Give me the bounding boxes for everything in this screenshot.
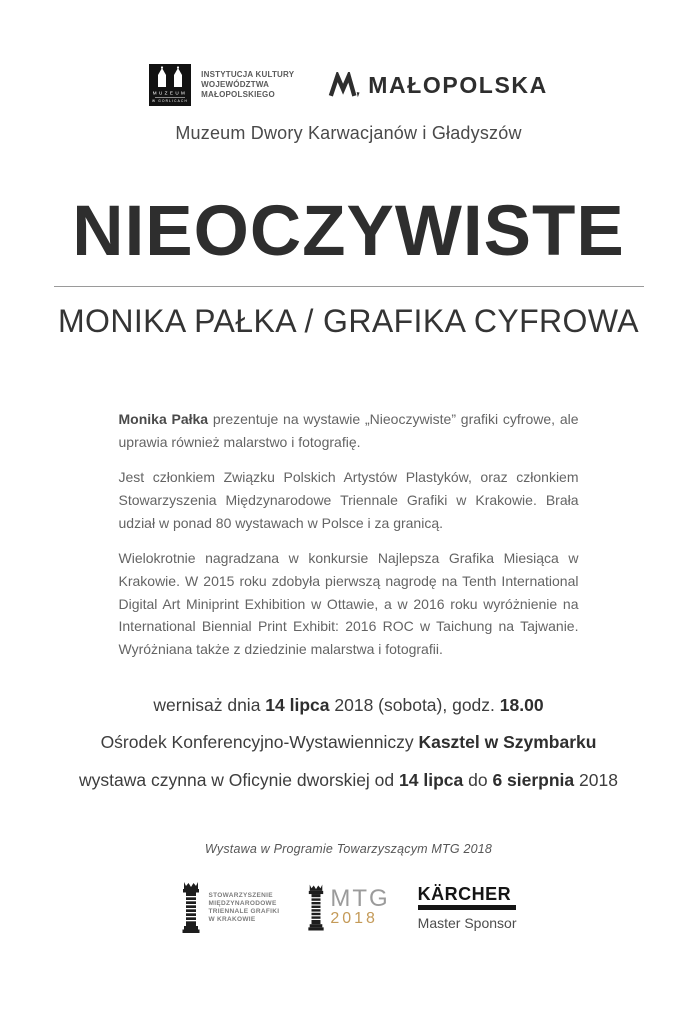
- paragraph-3: Wielokrotnie nagradzana w konkursie Najlepsza Grafika Miesiąca w Krakowie. W 2015 roku zdobyła pierwszą nagrodę na Tenth International Digital Art Miniprint Exhibition w Ottawie, a w 2016 roku wyróżnienie na International Biennial Print Exhibit: 2016 ROC w Taichung na Tajwanie. Wyróżniana także z dziedzinie malarstwa i fotografii.: [118, 550, 579, 658]
- muzeum-towers-icon: [149, 64, 191, 106]
- smtg-line: W KRAKOWIE: [208, 915, 256, 923]
- muzeum-word: MUZEUM: [152, 90, 188, 96]
- smtg-tower-icon: [181, 882, 201, 934]
- karcher-logo: [418, 885, 517, 931]
- smtg-logo: [181, 882, 280, 934]
- vernissage-text: wernisaż dnia: [153, 694, 266, 715]
- museum-name: Muzeum Dwory Karwacjanów i Gładyszów: [175, 123, 522, 143]
- institution-line: WOJEWÓDZTWA: [201, 80, 270, 89]
- mtg-label: [330, 884, 390, 928]
- smtg-line: MIĘDZYNARODOWE: [208, 899, 277, 907]
- vernissage-text: 2018 (sobota), godz.: [329, 694, 500, 715]
- paragraph-1: [119, 408, 579, 453]
- muzeum-gorlice-logo-icon: [149, 64, 191, 106]
- title-divider: [54, 286, 644, 287]
- duration-text: wystawa czynna w Oficynie dworskiej od: [79, 769, 400, 790]
- smtg-line: TRIENNALE GRAFIKI: [208, 907, 280, 915]
- end-date: 6 sierpnia: [492, 769, 575, 790]
- vernissage-date: 14 lipca: [265, 694, 330, 715]
- venue-text: Ośrodek Konferencyjno-Wystawienniczy: [100, 732, 419, 753]
- malopolska-m-icon: [328, 72, 360, 99]
- mtg-word: MTG: [330, 884, 390, 912]
- artist-name: Monika Pałka: [118, 411, 209, 427]
- duration-line: [0, 762, 697, 800]
- body-copy: [119, 408, 579, 661]
- duration-text: do: [463, 769, 493, 790]
- vernissage-time: 18.00: [499, 694, 544, 715]
- karcher-brand: KÄRCHER: [417, 883, 512, 904]
- smtg-line: STOWARZYSZENIE: [208, 891, 273, 899]
- duration-year: 2018: [574, 769, 618, 790]
- exhibition-title: NIEOCZYWISTE: [72, 192, 625, 271]
- mtg-year: 2018: [330, 909, 378, 927]
- karcher-bar: [418, 905, 517, 910]
- smtg-label: [209, 892, 280, 924]
- venue-line: [0, 724, 697, 762]
- program-note: Wystawa w Programie Towarzyszącym MTG 2018: [204, 841, 493, 856]
- karcher-sponsor-label: Master Sponsor: [417, 914, 517, 931]
- venue-name: Kasztel w Szymbarku: [418, 732, 597, 753]
- start-date: 14 lipca: [399, 769, 464, 790]
- malopolska-logo: [328, 72, 548, 99]
- institution-line: INSTYTUCJA KULTURY: [201, 70, 295, 79]
- header-logos: [0, 0, 697, 106]
- muzeum-place: W GORLICACH: [152, 99, 189, 103]
- institution-label: [201, 70, 294, 100]
- paragraph-2: Jest członkiem Związku Polskich Artystów Plastyków, oraz członkiem Stowarzyszenia Międzynarodowe Triennale Grafiki w Krakowie. Brała udział w ponad 80 wystawach w Polsce i za granicą.: [118, 469, 579, 531]
- vernissage-line: [0, 687, 697, 725]
- institution-line: MAŁOPOLSKIEGO: [201, 90, 275, 99]
- exhibition-subtitle: MONIKA PAŁKA / GRAFIKA CYFROWA: [57, 303, 639, 339]
- paragraph-1-text: prezentuje na wystawie „Nieoczywiste” grafiki cyfrowe, ale uprawia również malarstwo i fotografię.: [118, 411, 579, 450]
- footer-logos: [0, 882, 697, 934]
- mtg-tower-icon: [307, 884, 325, 932]
- malopolska-label: MAŁOPOLSKA: [368, 71, 548, 98]
- mtg-2018-logo: [307, 884, 389, 932]
- event-details: [0, 687, 697, 800]
